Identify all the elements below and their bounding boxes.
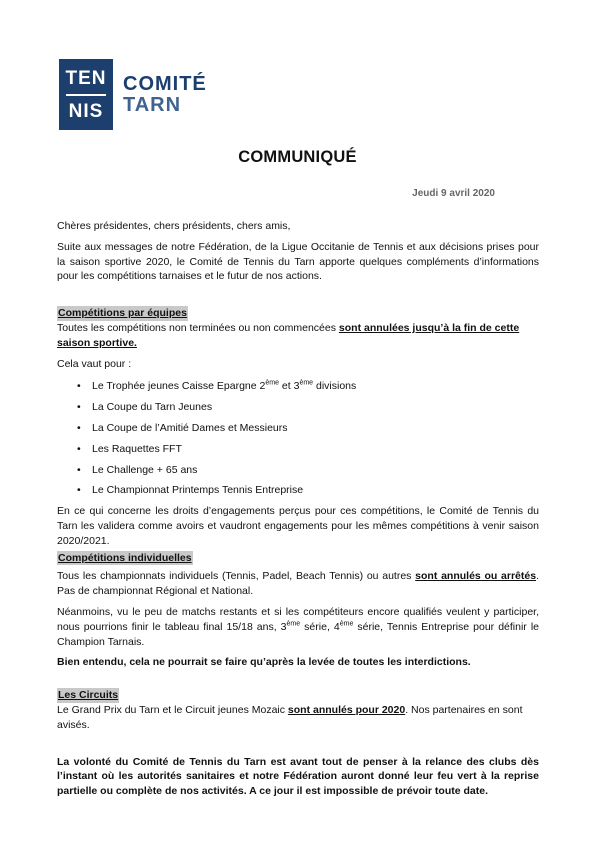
individual-cancel-paragraph bbox=[57, 569, 539, 599]
comite-tarn-logo bbox=[59, 59, 207, 130]
logo-mark-row-2: NIS bbox=[68, 100, 104, 122]
individual-cancel-emphasis: sont annulés ou arrêtés bbox=[415, 570, 537, 583]
paragraph-text: Néanmoins, vu le peu de matchs restants et si les compétiteurs encore qualifiés veulent y participer, nous pourrions finir le tableau final 15/18 ans, 3 bbox=[57, 605, 539, 633]
section-heading-individual: Compétitions individuelles bbox=[58, 551, 192, 564]
team-competitions-section bbox=[57, 306, 539, 548]
list-item bbox=[57, 442, 539, 457]
bullet-icon: • bbox=[77, 484, 81, 497]
list-item-text: Le Trophée jeunes Caisse Epargne 2 bbox=[92, 380, 266, 393]
section-heading-team: Compétitions par équipes bbox=[58, 307, 187, 320]
paragraph-text: . Nos partenaires en sont avisés. bbox=[57, 703, 523, 731]
list-item bbox=[57, 483, 539, 498]
document-title: COMMUNIQUÉ bbox=[238, 148, 357, 166]
individual-condition-paragraph: Bien entendu, cela ne pourrait se faire qu’après la levée de toutes les interdictions. bbox=[57, 656, 471, 669]
superscript: ème bbox=[286, 620, 301, 628]
fees-paragraph: En ce qui concerne les droits d’engagements perçus pour ces compétitions, le Comité de Tennis du Tarn les validera comme avoirs et vaudront engagements pour les mêmes compétitions à venir saison 2020/2021. bbox=[57, 505, 539, 547]
circuits-paragraph bbox=[57, 703, 539, 733]
circuits-section bbox=[57, 688, 539, 732]
paragraph-text: série, Tennis Entreprise pour définir le Champion Tarnais. bbox=[57, 620, 539, 648]
team-cancel-paragraph bbox=[57, 321, 539, 351]
circuits-cancel-emphasis: sont annulés pour 2020 bbox=[287, 703, 406, 716]
closing-paragraph: La volonté du Comité de Tennis du Tarn est avant tout de penser à la relance des clubs dès l’instant où les autorités sanitaires et notre Fédération auront donné leur feu vert à la reprise partielle ou complète de nos activités. A ce jour il est impossible de prévoir toute date. bbox=[57, 755, 539, 798]
logo-mark-row-1: TEN bbox=[65, 67, 107, 89]
bullet-icon: • bbox=[77, 463, 81, 476]
list-item-text: Le Championnat Printemps Tennis Entreprise bbox=[92, 484, 304, 497]
paragraph-text: Tous les championnats individuels (Tennis, Padel, Beach Tennis) ou autres bbox=[57, 570, 416, 583]
paragraph-text: Le Grand Prix du Tarn et le Circuit jeunes Mozaic bbox=[57, 703, 288, 716]
individual-finals-paragraph bbox=[57, 605, 539, 649]
list-item-text: et 3 bbox=[279, 380, 300, 393]
list-item bbox=[57, 463, 539, 478]
paragraph-text: . Pas de championnat Régional et National. bbox=[57, 570, 539, 598]
list-item-text: La Coupe de l’Amitié Dames et Messieurs bbox=[92, 421, 288, 434]
logo-wordmark bbox=[123, 74, 207, 116]
list-item bbox=[57, 421, 539, 436]
list-item bbox=[57, 400, 539, 415]
bullet-icon: • bbox=[77, 401, 81, 414]
list-item bbox=[57, 379, 539, 394]
logo-wordmark-line-1: COMITÉ bbox=[123, 72, 207, 95]
superscript: ème bbox=[339, 620, 354, 628]
list-item-text: Le Challenge + 65 ans bbox=[92, 463, 198, 476]
paragraph-text: série, 4 bbox=[300, 620, 340, 633]
list-item-text: La Coupe du Tarn Jeunes bbox=[92, 401, 213, 414]
bullet-icon: • bbox=[77, 421, 81, 434]
team-competition-list bbox=[57, 379, 539, 498]
logo-wordmark-line-2: TARN bbox=[123, 93, 182, 116]
superscript: ème bbox=[299, 379, 314, 387]
greeting: Chères présidentes, chers présidents, chers amis, bbox=[57, 220, 291, 232]
team-cancel-emphasis: sont annulées jusqu’à la fin de cette saison sportive. bbox=[57, 321, 520, 349]
team-list-lead: Cela vaut pour : bbox=[57, 357, 132, 370]
superscript: ème bbox=[265, 379, 279, 387]
bullet-icon: • bbox=[77, 380, 81, 393]
list-item-text: Les Raquettes FFT bbox=[92, 442, 182, 455]
tennis-logo-mark bbox=[59, 59, 113, 130]
document-body bbox=[57, 219, 539, 805]
intro-paragraph: Suite aux messages de notre Fédération, de la Ligue Occitanie de Tennis et aux décisions prises pour la saison sportive 2020, le Comité de Tennis du Tarn apporte quelques compléments d’informations pour les compétitions tarnaises et le futur de nos actions. bbox=[57, 240, 539, 283]
bullet-icon: • bbox=[77, 442, 81, 455]
section-heading-circuits: Les Circuits bbox=[58, 689, 119, 702]
document-date: Jeudi 9 avril 2020 bbox=[412, 188, 495, 199]
individual-competitions-section bbox=[57, 551, 539, 671]
list-item-text: divisions bbox=[313, 380, 357, 393]
team-cancel-text: Toutes les compétitions non terminées ou non commencées bbox=[57, 321, 339, 334]
